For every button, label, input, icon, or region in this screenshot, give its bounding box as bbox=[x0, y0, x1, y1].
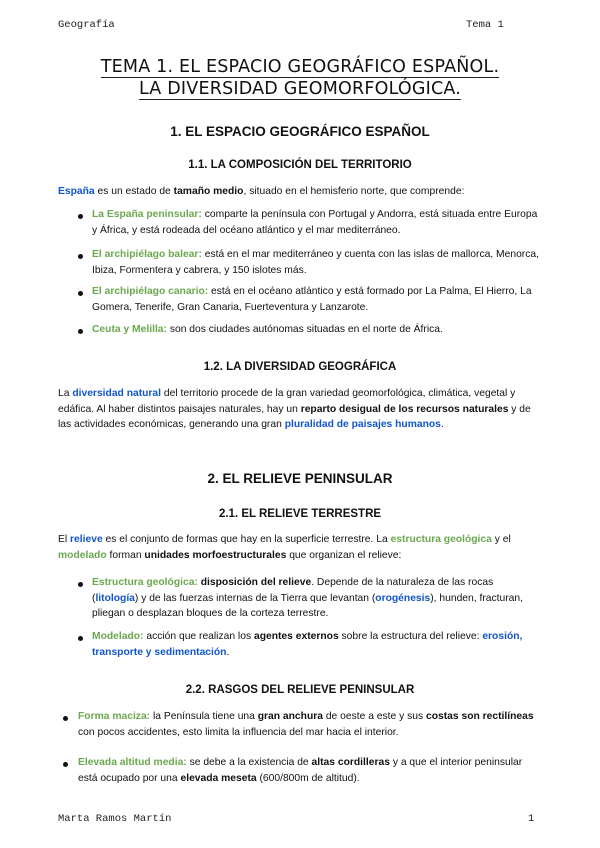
list-item: La España peninsular: comparte la península con Portugal y Andorra, está situada entre Europa y África, y está rodeada del océano atlántico y el mar mediterráneo. bbox=[92, 209, 538, 236]
list-item: Elevada altitud media: se debe a la existencia de altas cordilleras y a que el interior peninsular está ocupado por una elevada meseta (600/800m de altitud). bbox=[78, 757, 523, 784]
relief-paragraph: El relieve es el conjunto de formas que hay en la superficie terrestre. La estructura geológica y el modelado forman unidades morfoestructurales que organizan el relieve: bbox=[58, 534, 511, 561]
bullet-icon bbox=[63, 762, 68, 767]
composition-intro: España es un estado de tamaño medio, situado en el hemisferio norte, que comprende: bbox=[58, 186, 465, 197]
diversity-paragraph: La diversidad natural del territorio procede de la gran variedad geomorfológica, climática, vegetal y edáfica. Al haber distintos paisajes naturales, hay un reparto desigual de los recursos naturales y de las actividades económicas, generando una gran pluralidad de paisajes humanos. bbox=[58, 388, 531, 430]
list-item: Forma maciza: la Península tiene una gran anchura de oeste a este y sus costas son rectilíneas con pocos accidentes, esto limita la influencia del mar hacia el interior. bbox=[78, 711, 534, 738]
page-title bbox=[0, 56, 600, 100]
intro-espana: España bbox=[58, 186, 95, 197]
list-item: Ceuta y Melilla: son dos ciudades autónomas situadas en el norte de África. bbox=[92, 324, 443, 335]
section-1-1-heading: 1.1. LA COMPOSICIÓN DEL TERRITORIO bbox=[188, 159, 412, 171]
bullet-icon bbox=[78, 329, 83, 334]
bullet-icon bbox=[78, 636, 83, 641]
section-2-heading: 2. EL RELIEVE PENINSULAR bbox=[207, 471, 393, 486]
bullet-icon bbox=[63, 716, 68, 721]
list-item: Estructura geológica: disposición del relieve. Depende de la naturaleza de las rocas (litología) y de las fuerzas internas de la Tierra que levantan (orogénesis), hunden, fracturan, pliegan o desplazan bloques de la corteza terrestre. bbox=[92, 577, 523, 619]
section-1-2-heading: 1.2. LA DIVERSIDAD GEOGRÁFICA bbox=[203, 361, 397, 373]
section-1-heading: 1. EL ESPACIO GEOGRÁFICO ESPAÑOL bbox=[170, 124, 430, 139]
list-item: El archipiélago balear: está en el mar mediterráneo y cuenta con las islas de mallorca, Menorca, Ibiza, Formentera y cabrera, y 150 islotes más. bbox=[92, 249, 539, 276]
header-subject: Geografía bbox=[58, 19, 115, 31]
page-number: 1 bbox=[528, 813, 535, 825]
header-topic: Tema 1 bbox=[466, 19, 504, 31]
footer-author: Marta Ramos Martín bbox=[58, 813, 172, 825]
list-item: Modelado: acción que realizan los agentes externos sobre la estructura del relieve: erosión, transporte y sedimentación. bbox=[92, 631, 523, 658]
section-2-1-heading: 2.1. EL RELIEVE TERRESTRE bbox=[218, 508, 382, 520]
bullet-icon bbox=[78, 291, 83, 296]
section-2-2-heading: 2.2. RASGOS DEL RELIEVE PENINSULAR bbox=[185, 684, 415, 696]
page-title-line-2: LA DIVERSIDAD GEOMORFOLÓGICA. bbox=[138, 79, 462, 99]
bullet-icon bbox=[78, 582, 83, 587]
bullet-icon bbox=[78, 254, 83, 259]
list-item: El archipiélago canario: está en el océano atlántico y está formado por La Palma, El Hierro, La Gomera, Tenerife, Gran Canaria, Fuerteventura y Lanzarote. bbox=[92, 286, 532, 313]
bullet-icon bbox=[78, 214, 83, 219]
page-title-line-1: TEMA 1. EL ESPACIO GEOGRÁFICO ESPAÑOL. bbox=[100, 57, 500, 77]
